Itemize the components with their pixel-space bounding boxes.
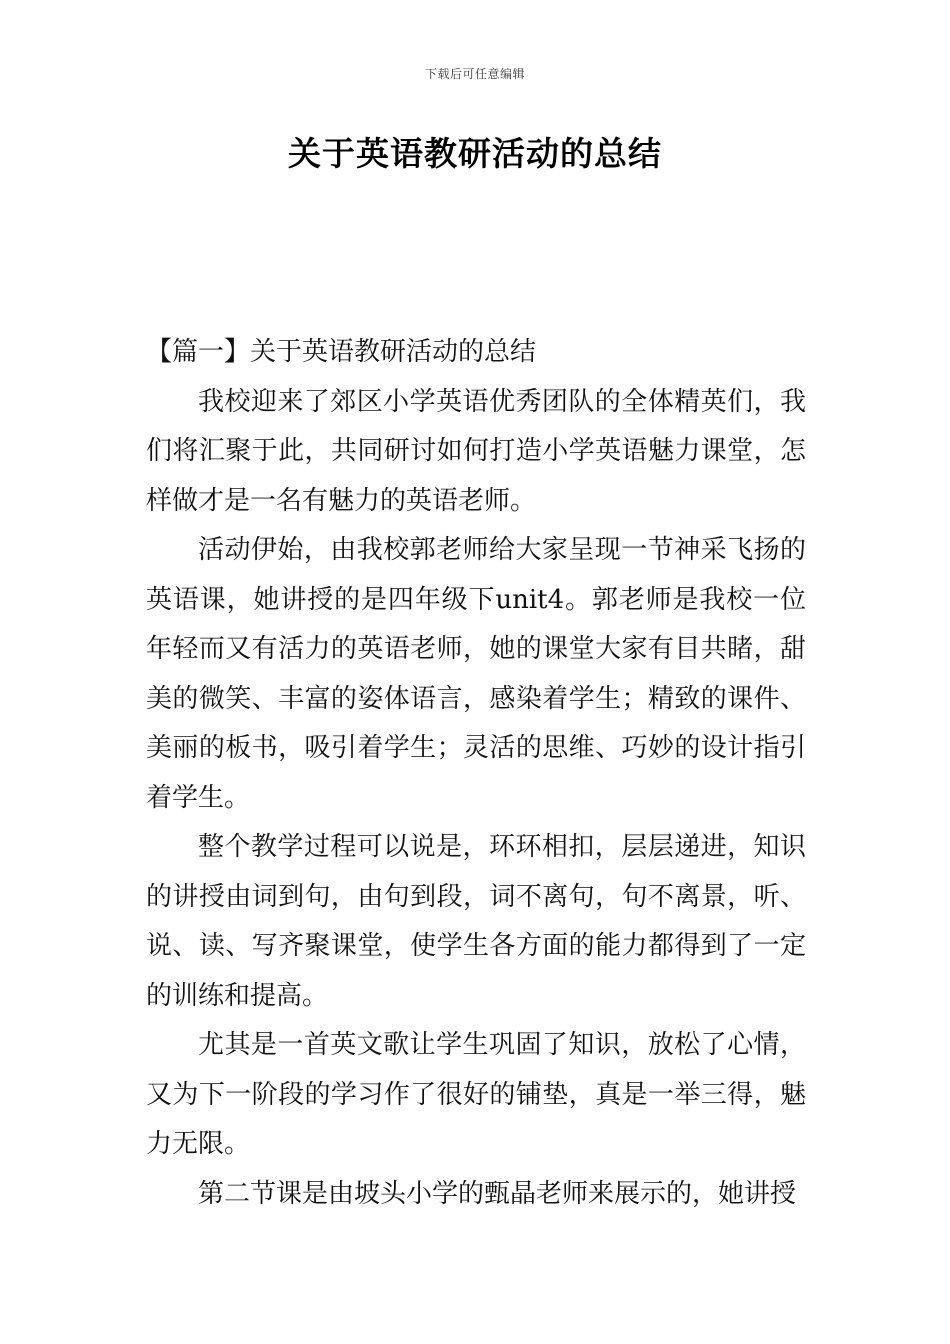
paragraph-1: 我校迎来了郊区小学英语优秀团队的全体精英们，我们将汇聚于此，共同研讨如何打造小学英语魅力课堂，怎样做才是一名有魅力的英语老师。 bbox=[146, 386, 806, 516]
section-heading: 【篇一】关于英语教研活动的总结 bbox=[146, 337, 537, 367]
download-note: 下载后可任意编辑 bbox=[424, 67, 525, 81]
document-body bbox=[146, 328, 806, 1219]
paragraph-5: 第二节课是由坡头小学的甄晶老师来展示的，她讲授 bbox=[198, 1178, 797, 1209]
document-title: 关于英语教研活动的总结 bbox=[288, 134, 662, 173]
paragraph-2: 活动伊始，由我校郭老师给大家呈现一节神采飞扬的英语课，她讲授的是四年级下unit4。郭老师是我校一位年轻而又有活力的英语老师，她的课堂大家有目共睹，甜美的微笑、丰富的姿体语言，感染着学生；精致的课件、美丽的板书，吸引着学生；灵活的思维、巧妙的设计指引着学生。 bbox=[146, 535, 806, 813]
paragraph-3: 整个教学过程可以说是，环环相扣，层层递进，知识的讲授由词到句，由句到段，词不离句，句不离景，听、说、读、写齐聚课堂，使学生各方面的能力都得到了一定的训练和提高。 bbox=[146, 832, 806, 1011]
paragraph-4: 尤其是一首英文歌让学生巩固了知识，放松了心情，又为下一阶段的学习作了很好的铺垫，真是一举三得，魅力无限。 bbox=[146, 1030, 806, 1159]
